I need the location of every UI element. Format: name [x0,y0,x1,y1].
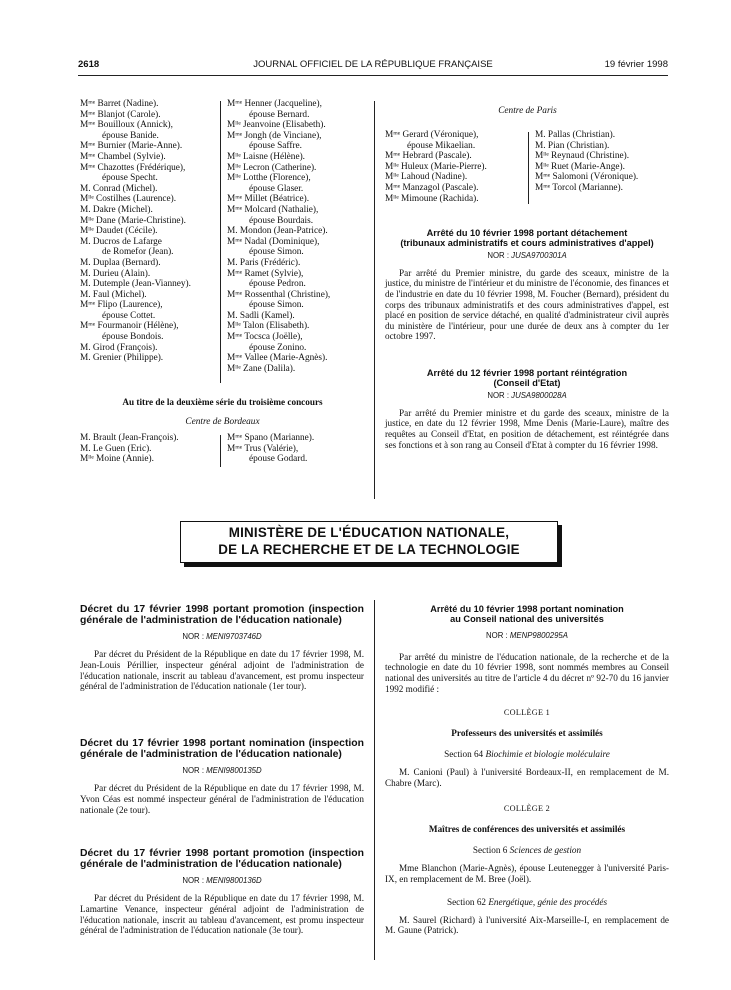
name-list-continuation: épouse Simon. [249,300,304,311]
name-list-entry: Mˡˡᵉ Huleux (Marie-Pierre). [385,161,487,172]
section-6-body: Mme Blanchon (Marie-Agnès), épouse Leutenegger à l'université Paris-IX, en remplacement de M. Bree (Joël). [385,863,669,884]
arrete-cnu-body: Par arrêté du ministre de l'éducation nationale, de la recherche et de la technologie en date du 10 février 1998, sont nommés membres au Conseil national des universités au titre de l'article 4 du décret nº 92-70 du 16 janvier 1992 modifié : [385,651,669,694]
name-list-entry: Mᵐᵉ Spano (Marianne). [227,433,315,443]
name-list-entry: M. Duplaa (Bernard). [80,257,161,268]
name-list-entry: Mᵐᵉ Flipo (Laurence), [80,300,163,311]
name-list-entry: Mᵐᵉ Salomoni (Véronique). [535,172,639,183]
nor-code: JUSA9800028A [511,390,567,400]
decret-1-body: Par décret du Président de la République en date du 17 février 1998, M. Jean-Louis Périllier, inspecteur général adjoint de l'administration de l'éducation nationale, inscrit au tableau d'avancement, est promu inspecteur général de l'administration de l'éducation nationale (1er tour). [80,649,364,692]
name-list-entry: Mᵐᵉ Trus (Valérie), [227,443,299,454]
nor-code: MENP9800295A [509,630,568,640]
name-list-continuation: épouse Bondois. [102,332,164,343]
name-list-entry: M. Girod (François). [80,342,158,353]
name-list-entry: Mᵐᵉ Barret (Nadine). [80,99,159,109]
centre-bordeaux-label: Centre de Bordeaux [185,417,260,427]
name-list-entry: M. Mondon (Jean-Patrice). [227,226,328,237]
decret-3 [80,848,364,936]
name-list-entry: Mˡˡᵉ Laisne (Hélène). [227,151,306,162]
nor-line: NOR : JUSA9700301A [487,250,567,260]
column-separator [528,132,529,204]
name-list-entry: M. Dakre (Michel). [80,204,153,215]
name-list-continuation: épouse Glaser. [249,183,304,194]
name-list-col-1 [80,99,215,364]
arrete-reintegration-body: Par arrêté du Premier ministre et du garde des sceaux, ministre de la justice, en date du 12 février 1998, Mme Denis (Marie-Laure), maître des requêtes au Conseil d'Etat, en position de détachement, est réintégrée dans ses fonctions et à son rang au Conseil d'Etat à compter du 16 février 1998. [385,407,669,450]
name-list-entry: M. Dutemple (Jean-Vianney). [80,279,191,290]
name-list-entry: Mᵐᵉ Gerard (Véronique), [385,130,479,140]
nor-line: NOR : MENP9800295A [486,630,568,640]
arrete-detachement [385,228,669,342]
name-list-continuation: épouse Pedron. [249,279,306,290]
decret-2 [80,738,364,815]
ministry-heading-box [180,521,558,563]
name-list-continuation: épouse Bourdais. [249,215,314,226]
name-list-continuation: de Romefor (Jean). [102,247,174,258]
name-list-entry: Mˡˡᵉ Ruet (Marie-Ange). [535,161,625,172]
main-column-divider [374,101,375,499]
section-6-heading: Section 6 Sciences de gestion [472,845,582,856]
name-list-continuation: épouse Saffre. [249,141,303,152]
nor-line: NOR : MENI9800136D [182,876,262,886]
arrete-reintegration-title-1: Arrêté du 12 février 1998 portant réintégration [426,368,628,378]
name-list-entry: Mᵐᵉ Bouilloux (Annick), [80,120,173,131]
nor-code: MENI9703746D [206,632,262,642]
decret-3-title: Décret du 17 février 1998 portant promotion (inspection générale de l'administration de l'éducation nationale) [80,848,364,871]
arrete-reintegration-title-2: (Conseil d'Etat) [493,378,561,389]
name-list-entry: M. Faul (Michel). [80,289,147,300]
paris-list-col-1 [385,130,520,204]
arrete-cnu [385,604,669,936]
page-number: 2618 [78,59,100,70]
name-list-entry: M. Sadli (Kamel). [227,310,295,321]
decret-1 [80,604,364,692]
name-list-entry: Mᵐᵉ Molcard (Nathalie), [227,204,319,215]
name-list-entry: Mˡˡᵉ Lahoud (Nadine). [385,172,468,183]
name-list-entry: M. Conrad (Michel). [80,183,158,194]
decret-2-body: Par décret du Président de la République en date du 17 février 1998, M. Yvon Céas est nommé inspecteur général de l'administration de l'éducation nationale (2e tour). [80,783,364,815]
name-list-entry: Mᵐᵉ Jongh (de Vinciane), [227,130,322,141]
name-list-entry: Mˡˡᵉ Mimoune (Rachida). [385,193,479,204]
arrete-detachement-body: Par arrêté du Premier ministre, du garde des sceaux, ministre de la justice, du ministre de l'intérieur et du ministre de l'économie, des finances et de l'industrie en date du 10 février 1998, M. Foucher (Bernard), président du corps des tribunaux administratifs et des cours administratives d'appel, est placé en position de service détaché, en qualité d'administrateur civil auprès du ministère de l'intérieur, pour une durée de deux ans à compter du 1er octobre 1997. [385,267,669,342]
arrete-cnu-title-1: Arrêté du 10 février 1998 portant nomination [430,604,624,614]
section-62-heading: Section 62 Energétique, génie des procédés [446,896,608,907]
name-list-continuation: épouse Banide. [102,130,159,141]
name-list-entry: Mᵐᵉ Burnier (Marie-Anne). [80,141,183,152]
name-list-continuation: épouse Mikaelian. [407,140,476,151]
section-64-body: M. Canioni (Paul) à l'université Bordeaux-II, en remplacement de M. Chabre (Marc). [385,767,669,788]
name-list-entry: Mᵐᵉ Nadal (Dominique), [227,236,320,247]
name-list-entry: M. Durieu (Alain). [80,268,151,279]
ministry-line-1: MINISTÈRE DE L'ÉDUCATION NATIONALE, [228,525,510,540]
name-list-entry: Mᵐᵉ Millet (Béatrice). [227,194,310,205]
name-list-entry: Mᵐᵉ Tocsca (Joëlle), [227,332,303,343]
header-rule [78,75,668,76]
name-list-entry: Mᵐᵉ Chazottes (Frédérique), [80,162,186,173]
college-1-label: COLLÈGE 1 [503,708,551,718]
arrete-detachement-title-2: (tribunaux administratifs et cours administratives d'appel) [400,238,654,249]
college-2-label: COLLÈGE 2 [503,804,551,814]
issue-date: 19 février 1998 [604,59,668,70]
name-list-entry: Mᵐᵉ Hebrard (Pascale). [385,151,472,162]
name-list-entry: Mˡˡᵉ Dane (Marie-Christine). [80,215,186,226]
name-list-entry: Mᵐᵉ Rossenthal (Christine), [227,289,331,300]
name-list-entry: M. Brault (Jean-François). [80,433,179,443]
name-list-entry: Mᵐᵉ Fourmanoir (Hélène), [80,321,179,332]
name-list-continuation: épouse Zonino. [249,342,307,353]
professeurs-title: Professeurs des universités et assimilés [451,728,603,739]
name-list-entry: Mᵐᵉ Torcol (Marianne). [535,182,623,193]
name-list-entry: M. Paris (Frédéric). [227,257,301,268]
name-list-continuation: épouse Bernard. [249,109,310,120]
nor-code: JUSA9700301A [511,250,567,260]
maitres-title: Maîtres de conférences des universités et assimilés [428,824,626,835]
arrete-reintegration [385,368,669,450]
name-list-entry: Mˡˡᵉ Talon (Elisabeth). [227,321,310,332]
name-list-col-2 [227,99,367,374]
name-list-entry: Mᵐᵉ Chambel (Sylvie). [80,151,166,162]
arrete-cnu-title-2: au Conseil national des universités [450,614,604,625]
name-list-entry: Mˡˡᵉ Costilhes (Laurence). [80,194,177,205]
nor-code: MENI9800136D [206,876,262,886]
paris-list-col-2 [535,130,670,194]
column-separator [220,435,221,467]
decret-2-title: Décret du 17 février 1998 portant nomination (inspection générale de l'administration de l'éducation nationale) [80,738,364,761]
name-list-entry: M. Le Guen (Eric). [80,443,152,454]
name-list-entry: Mˡˡᵉ Jeanvoine (Elisabeth). [227,120,326,131]
name-list-entry: Mˡˡᵉ Reynaud (Christine). [535,151,630,162]
name-list-entry: M. Ducros de Lafarge [80,236,162,247]
name-list-entry: Mᵐᵉ Manzagol (Pascale). [385,182,479,193]
decret-3-body: Par décret du Président de la République en date du 17 février 1998, M. Lamartine Venance, inspecteur général adjoint de l'administration de l'éducation nationale, inscrit au tableau d'avancement, est promu inspecteur général de l'administration de l'éducation nationale (3e tour). [80,893,364,936]
name-list-entry: M. Pallas (Christian). [535,130,616,140]
nor-line: NOR : JUSA9800028A [487,390,567,400]
decret-1-title: Décret du 17 février 1998 portant promotion (inspection générale de l'administration de l'éducation nationale) [80,604,364,627]
name-list-entry: Mᵐᵉ Henner (Jacqueline), [227,99,322,109]
main-column-divider-lower [374,600,375,960]
nor-line: NOR : MENI9800135D [182,766,262,776]
bordeaux-list-col-1 [80,433,215,465]
centre-paris-label: Centre de Paris [498,106,557,116]
name-list-entry: Mˡˡᵉ Daudet (Cécile). [80,226,158,237]
name-list-entry: Mᵐᵉ Ramet (Sylvie), [227,268,304,279]
column-separator [220,101,221,383]
name-list-entry: M. Grenier (Philippe). [80,353,164,364]
name-list-entry: Mˡˡᵉ Lotthe (Florence), [227,173,311,184]
section-62-body: M. Saurel (Richard) à l'université Aix-Marseille-I, en remplacement de M. Gaune (Patrick). [385,914,669,936]
name-list-continuation: épouse Simon. [249,247,304,258]
bordeaux-list-col-2 [227,433,367,465]
name-list-entry: Mˡˡᵉ Moine (Annie). [80,454,154,465]
journal-title: JOURNAL OFFICIEL DE LA RÉPUBLIQUE FRANÇAISE [253,59,493,70]
name-list-entry: Mˡˡᵉ Zane (Dalila). [227,363,296,374]
section-64-heading: Section 64 Biochimie et biologie moléculaire [444,749,610,760]
arrete-detachement-title-1: Arrêté du 10 février 1998 portant détachement [426,228,628,238]
name-list-entry: Mˡˡᵉ Lecron (Catherine). [227,162,317,173]
second-series-title: Au titre de la deuxième série du troisième concours [122,397,323,407]
page-header [78,59,668,73]
name-list-entry: Mᵐᵉ Vallee (Marie-Agnès). [227,353,328,364]
nor-line: NOR : MENI9703746D [182,632,262,642]
nor-code: MENI9800135D [206,766,262,776]
name-list-continuation: épouse Specht. [102,173,158,184]
name-list-continuation: épouse Godard. [249,454,308,465]
name-list-entry: Mᵐᵉ Blanjot (Carole). [80,109,161,120]
ministry-line-2: DE LA RECHERCHE ET DE LA TECHNOLOGIE [218,542,520,557]
name-list-entry: M. Pian (Christian). [535,140,610,151]
name-list-continuation: épouse Cottet. [102,310,156,321]
